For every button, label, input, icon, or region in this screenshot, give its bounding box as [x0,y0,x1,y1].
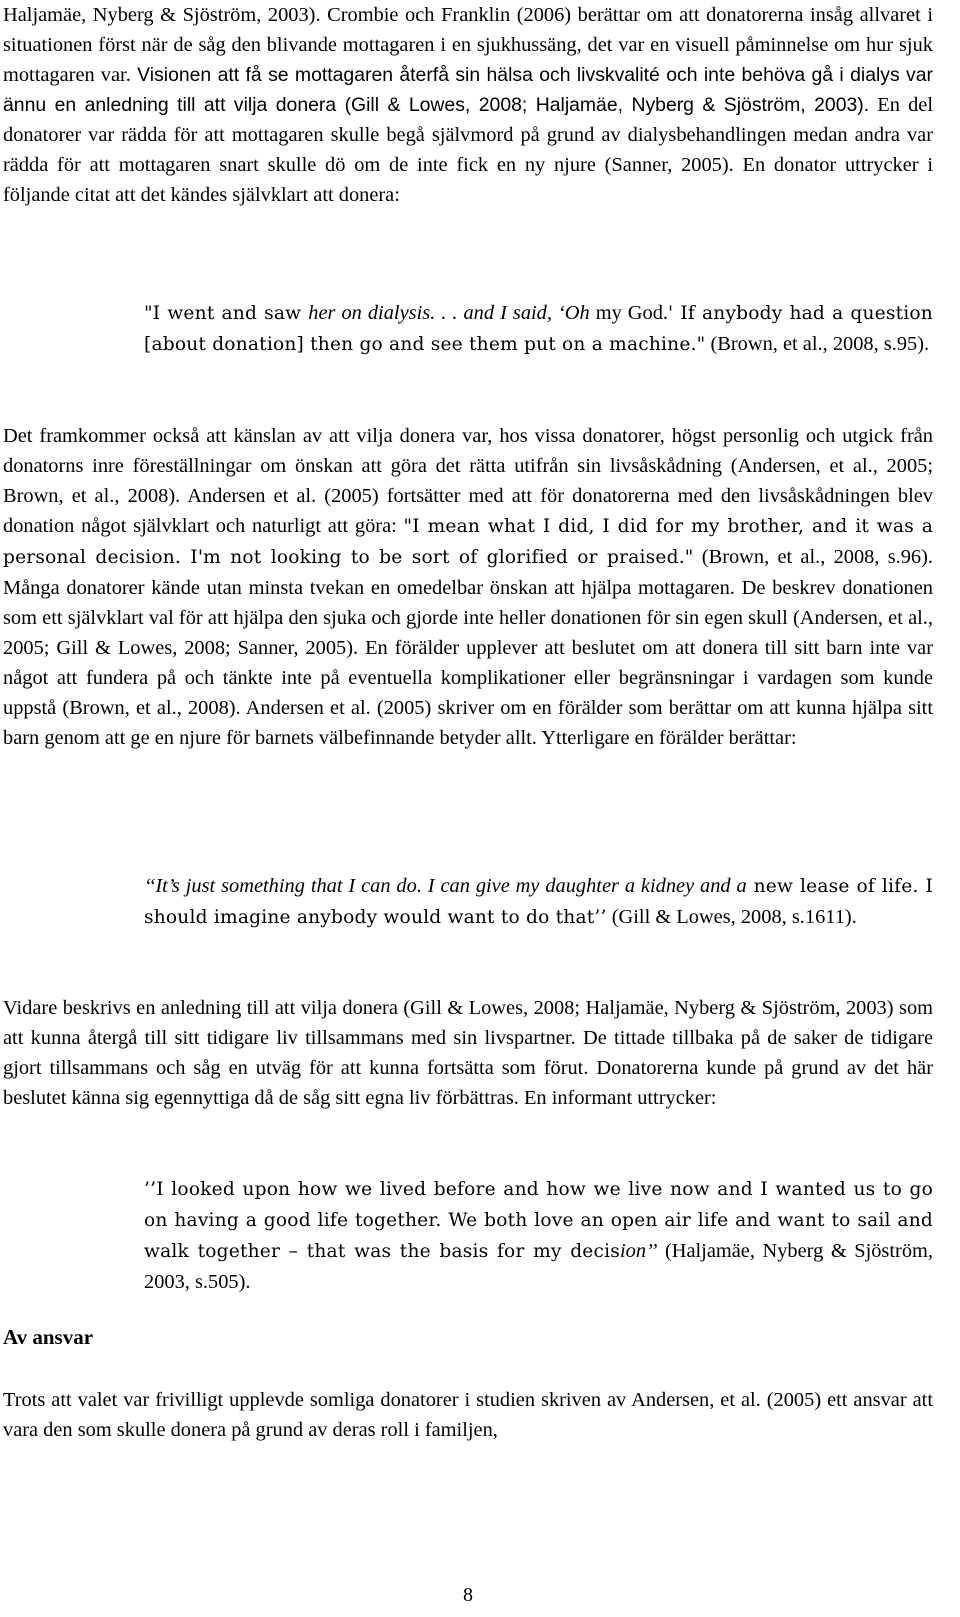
quote-1-part-d: ' If anybody had a question [about donation] then go and see them put on a machine." [144,303,933,355]
paragraph-1 [3,0,933,210]
block-quote-1-text [144,298,933,360]
section-heading: Av ansvar [3,1325,94,1349]
quote-3-part-a: ’’I looked upon how we lived before and how we live now and I wanted us to go on having a good life together. We both love an open air life and want to sail and walk together – that was the basis for my decis [144,1179,933,1262]
quote-2-part-b: new lease of life. I should imagine anybody would want to do that’’ [144,876,933,928]
block-quote-2-text [144,871,933,933]
paragraph-2-inline-quote: "I mean what I did, I did for my brother, and it was a personal decision. I'm not looking to be sort of glorified or praised." [3,516,933,568]
paragraph-1-text [3,0,933,210]
paragraph-3-text: Vidare beskrivs en anledning till att vilja donera (Gill & Lowes, 2008; Haljamäe, Nyberg & Sjöström, 2003) som att kunna återgå till sitt tidigare liv tillsammans med sin livspartner. De tittade tillbaka på de saker de tidigare gjort tillsammans och såg en utväg för att kunna fortsätta som förut. Donatorerna kunde på grund av det här beslutet känna sig egennyttiga då de såg sitt egna liv förbättras. En informant uttrycker: [3,997,933,1109]
paragraph-3 [3,993,933,1113]
paragraph-1-sentence-a: Haljamäe, Nyberg & Sjöström, 2003). Crombie och Franklin (2006) berättar om att donatorerna insåg allvaret i situationen först när de såg den blivande mottagaren i en sjukhussäng, det var en visuell påminnelse om hur sjuk mottagaren var. [3,4,933,86]
quote-1-citation: (Brown, et al., 2008, s.95). [705,333,930,355]
quote-3-citation: (Haljamäe, Nyberg & Sjöström, 2003, s.505). [144,1240,933,1293]
quote-1-part-b: her on dialysis. . . and I said, ‘Oh [308,302,590,324]
paragraph-2-text [3,421,933,753]
paragraph-1-sentence-c: En del donatorer var rädda för att mottagaren skulle begå självmord på grund av dialysbehandlingen medan andra var rädda för att mottagaren snart skulle dö om de inte fick en ny njure (Sanner, 2005). En donator uttrycker i följande citat att det kändes självklart att donera: [3,94,933,206]
quote-2-citation: (Gill & Lowes, 2008, s.1611). [606,906,857,928]
block-quote-3-text [144,1174,933,1297]
quote-2-part-a: ‘‘It’s just something that I can do. I can give my daughter a kidney and a [144,875,747,897]
paragraph-4-text: Trots att valet var frivilligt upplevde somliga donatorer i studien skriven av Andersen, et al. (2005) ett ansvar att vara den som skulle donera på grund av deras roll i familjen, [3,1389,933,1441]
block-quote-3 [3,1174,933,1297]
quote-1-part-c: my God. [589,302,668,324]
quote-3-part-b: ion’’ [620,1240,658,1262]
paragraph-1-sentence-b: Visionen att få se mottagaren återfå sin hälsa och livskvalité och inte behöva gå i dialys var ännu en anledning till att vilja donera (Gill & Lowes, 2008; Haljamäe, Nyberg & Sjöström, 2003). [3,64,933,116]
paragraph-2-part-a: Det framkommer också att känslan av att vilja donera var, hos vissa donatorer, högst personlig och utgick från donatorns inre föreställningar om önskan att göra det rätta utifrån sin livsåskådning (Andersen, et al., 2005; Brown, et al., 2008). Andersen et al. (2005) fortsätter med att för donatorerna med den livsåskådningen blev donation något självklart och naturligt att göra: [3,425,933,537]
paragraph-2 [3,421,933,753]
block-quote-2 [3,871,933,933]
paragraph-4 [3,1385,933,1445]
paragraph-2-part-b: (Brown, et al., 2008, s.96). Många donatorer kände utan minsta tvekan en omedelbar önskan att hjälpa mottagaren. De beskrev donationen som ett självklart val för att hjälpa den sjuka och gjorde inte heller donationen för sin egen skull (Andersen, et al., 2005; Gill & Lowes, 2008; Sanner, 2005). En förälder upplever att beslutet om att donera till sitt barn inte var något att fundera på och tänkte inte på eventuella komplikationer eller begränsningar i vardagen som kunde uppstå (Brown, et al., 2008). Andersen et al. (2005) skriver om en förälder som berättar om att kunna hjälpa sitt barn genom att ge en njure för barnets välbefinnande betyder allt. Ytterligare en förälder berättar: [3,546,934,749]
quote-1-part-a: "I went and saw [144,303,309,324]
page-number: 8 [463,1584,473,1606]
block-quote-1 [3,298,933,360]
